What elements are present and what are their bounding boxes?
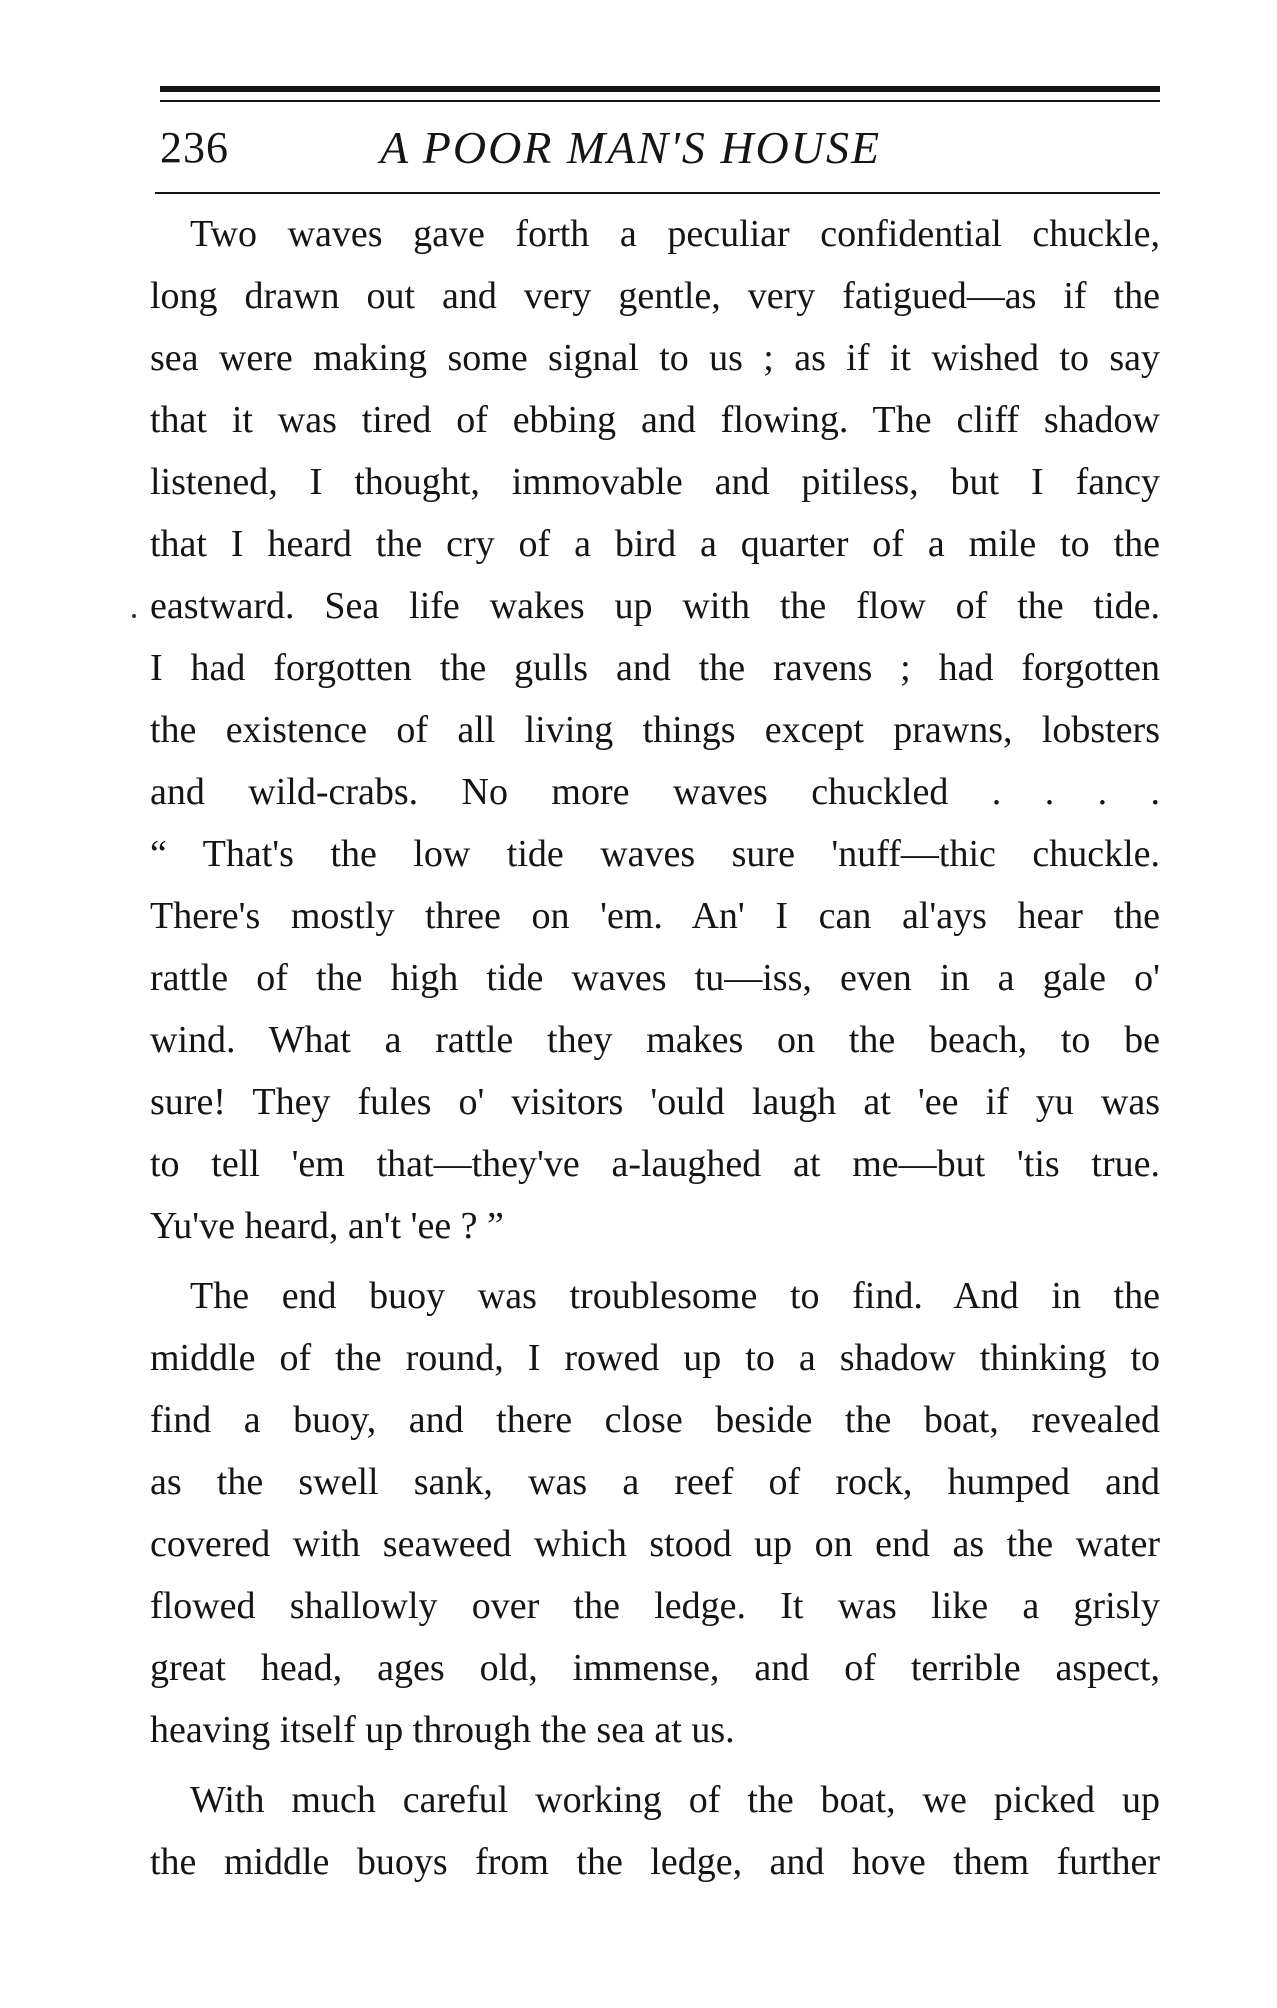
text-line: Yu've heard, an't 'ee ? ”: [150, 1205, 504, 1247]
body-text: [150, 203, 1160, 1893]
text-line: flowed shallowly over the ledge. It was like a grisly: [150, 1585, 1160, 1627]
top-double-rule-thin: [160, 100, 1160, 102]
header-rule: [155, 192, 1160, 194]
text-line: eastward. Sea life wakes up with the flow of the tide.: [150, 585, 1160, 627]
text-line: covered with seaweed which stood up on end as the water: [150, 1523, 1160, 1565]
text-line: wind. What a rattle they makes on the beach, to be: [150, 1019, 1160, 1061]
running-title: A POOR MAN'S HOUSE: [380, 122, 882, 173]
page-number: 236: [160, 123, 229, 172]
text-line: I had forgotten the gulls and the ravens ; had forgotten: [150, 647, 1160, 689]
text-line: find a buoy, and there close beside the boat, revealed: [150, 1399, 1160, 1441]
text-line: to tell 'em that—they've a-laughed at me—but 'tis true.: [150, 1143, 1160, 1185]
text-line: long drawn out and very gentle, very fatigued—as if the: [150, 275, 1160, 317]
text-line: the middle buoys from the ledge, and hove them further: [150, 1841, 1160, 1883]
text-line: rattle of the high tide waves tu—iss, even in a gale o': [150, 957, 1160, 999]
running-header: [160, 118, 1160, 178]
text-line: “ That's the low tide waves sure 'nuff—thic chuckle.: [150, 833, 1160, 875]
text-line: Two waves gave forth a peculiar confidential chuckle,: [190, 213, 1160, 255]
text-line: sea were making some signal to us ; as if it wished to say: [150, 337, 1160, 379]
text-line: The end buoy was troublesome to find. And in the: [190, 1275, 1160, 1317]
text-line: listened, I thought, immovable and pitiless, but I fancy: [150, 461, 1160, 503]
text-line: great head, ages old, immense, and of terrible aspect,: [150, 1647, 1160, 1689]
text-line: and wild-crabs. No more waves chuckled . . . .: [150, 771, 1160, 813]
text-line: middle of the round, I rowed up to a shadow thinking to: [150, 1337, 1160, 1379]
top-double-rule-thick: [160, 86, 1160, 92]
text-line: that I heard the cry of a bird a quarter of a mile to the: [150, 523, 1160, 565]
text-line: as the swell sank, was a reef of rock, humped and: [150, 1461, 1160, 1503]
text-line: With much careful working of the boat, we picked up: [190, 1779, 1160, 1821]
text-line: sure! They fules o' visitors 'ould laugh at 'ee if yu was: [150, 1081, 1160, 1123]
margin-speck: [132, 614, 136, 618]
text-line: that it was tired of ebbing and flowing. The cliff shadow: [150, 399, 1160, 441]
text-line: the existence of all living things except prawns, lobsters: [150, 709, 1160, 751]
text-line: There's mostly three on 'em. An' I can al'ays hear the: [150, 895, 1160, 937]
text-line: heaving itself up through the sea at us.: [150, 1709, 735, 1751]
